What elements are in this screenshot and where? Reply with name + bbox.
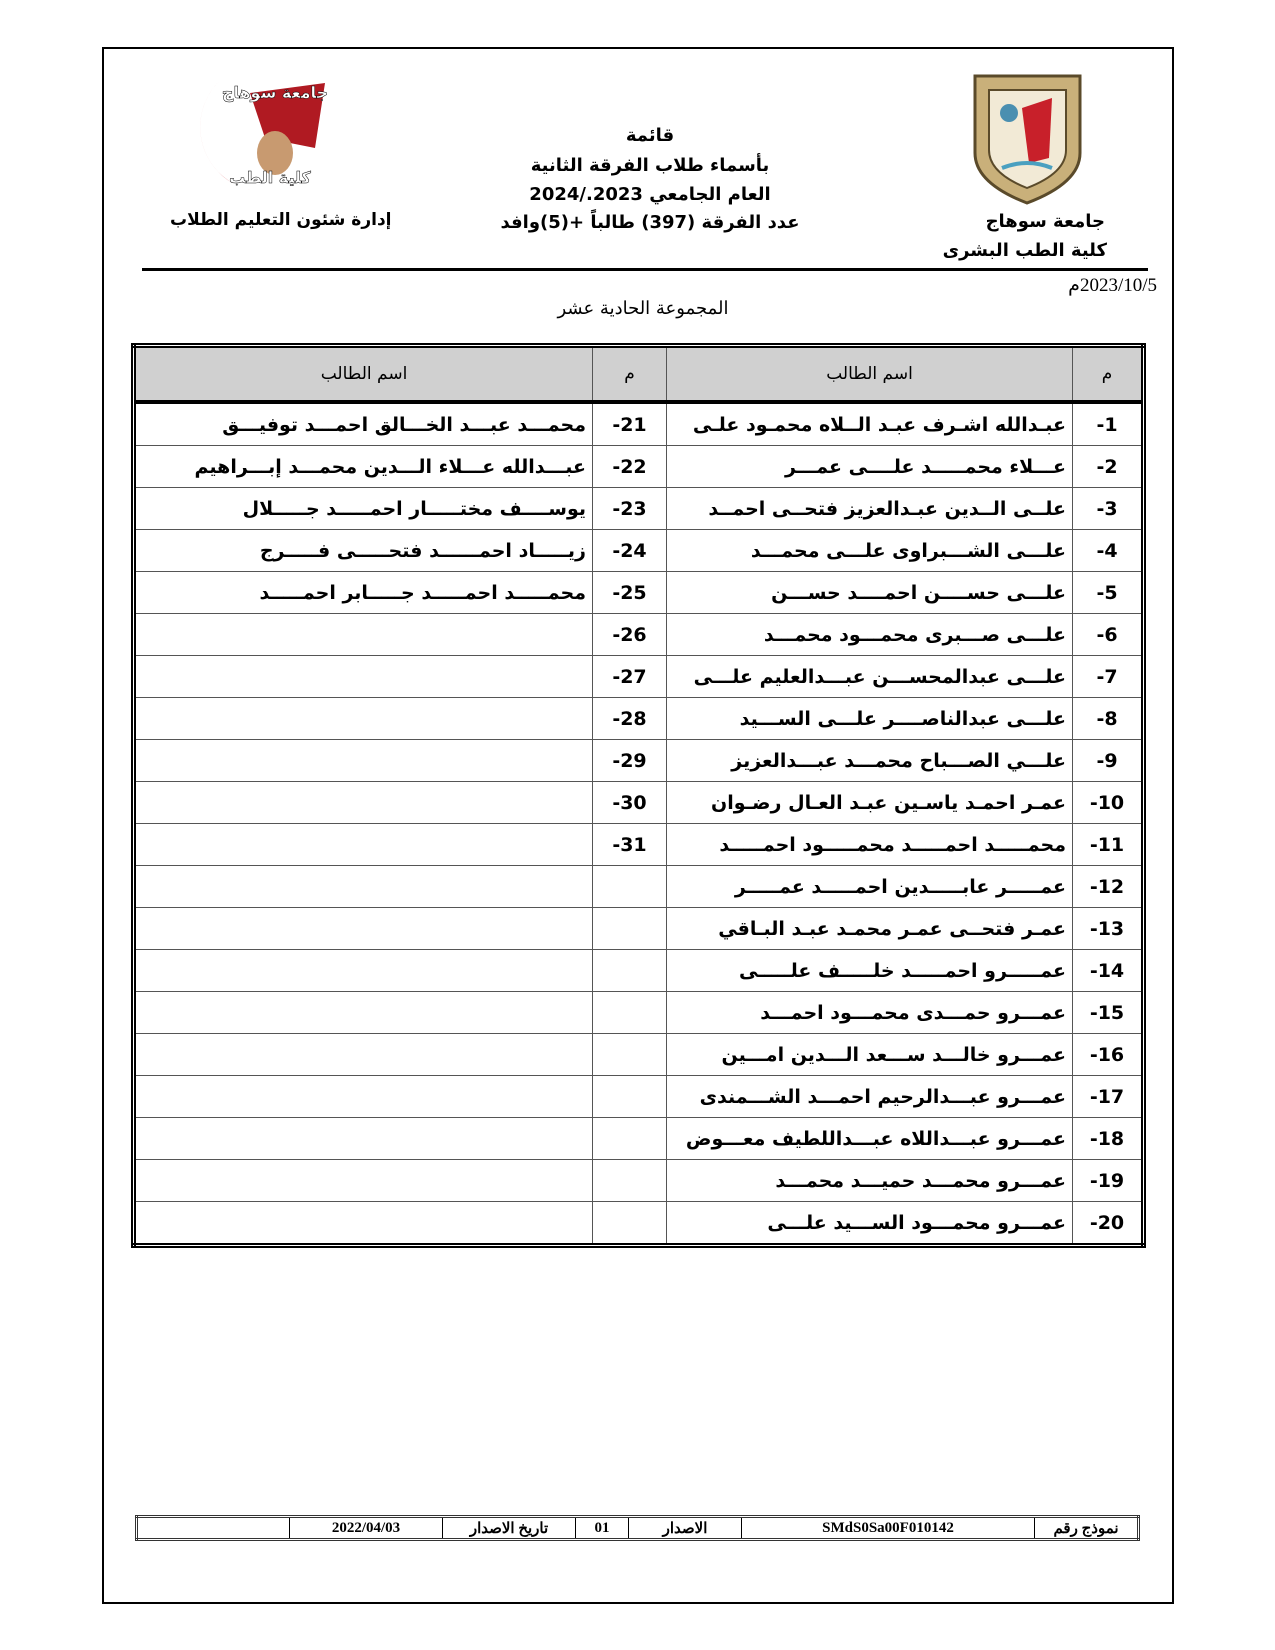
student-number (593, 1160, 667, 1202)
student-number: -7 (1073, 656, 1144, 698)
col-header-num: م (1073, 346, 1144, 403)
student-number: -1 (1073, 402, 1144, 446)
student-number: -21 (593, 402, 667, 446)
doc-title: قائمة (625, 125, 675, 146)
table-row (134, 614, 1144, 656)
department-name: إدارة شئون التعليم الطلاب (170, 210, 392, 230)
student-number: -30 (593, 782, 667, 824)
table-row (134, 1076, 1144, 1118)
table-row (134, 950, 1144, 992)
student-number: -27 (593, 656, 667, 698)
student-number (593, 992, 667, 1034)
student-number (593, 908, 667, 950)
student-name (134, 992, 593, 1034)
issue-date-label: تاريخ الاصدار (443, 1517, 576, 1540)
header-divider (142, 268, 1148, 271)
table-row (134, 572, 1144, 614)
faculty-name: كلية الطب البشرى (942, 240, 1107, 261)
table-row (134, 656, 1144, 698)
table-row (134, 824, 1144, 866)
student-number: -29 (593, 740, 667, 782)
student-name: زيـــــاد احمــــــد فتحـــــى فـــــرج (134, 530, 593, 572)
student-number: -12 (1073, 866, 1144, 908)
university-seal-logo (967, 68, 1088, 205)
version-value: 01 (576, 1517, 629, 1540)
table-header-row (134, 346, 1144, 403)
footer-blank (137, 1517, 290, 1540)
student-name: محمـــد عبـــد الخـــالق احمـــد توفيـــق (134, 402, 593, 446)
table-row (134, 1202, 1144, 1246)
student-name: عبـدالله اشـرف عبـد الــلاه محمـود علـى (667, 402, 1073, 446)
student-number: -15 (1073, 992, 1144, 1034)
student-name: عمـــرو محمـــد حميـــد محمـــد (667, 1160, 1073, 1202)
student-number (593, 1118, 667, 1160)
student-name: عمـــرو حمـــدى محمـــود احمـــد (667, 992, 1073, 1034)
student-name: علـــى حســــن احمــــد حســـن (667, 572, 1073, 614)
student-name: محمـــــد احمـــــد جـــــابر احمـــــد (134, 572, 593, 614)
student-name: عمـــــر عابـــــدين احمـــــد عمـــــر (667, 866, 1073, 908)
academic-year: العام الجامعي 2023./2024 (529, 184, 771, 205)
student-number: -4 (1073, 530, 1144, 572)
student-name (134, 1118, 593, 1160)
student-name: عمـــرو خالـــد ســـعد الـــدين امـــين (667, 1034, 1073, 1076)
student-number: -2 (1073, 446, 1144, 488)
student-name: علـــى عبدالناصــــر علـــى الســـيد (667, 698, 1073, 740)
students-table (131, 343, 1146, 1248)
issue-date: 2023/10/5م (1068, 275, 1157, 296)
student-number: -11 (1073, 824, 1144, 866)
col-header-name: اسم الطالب (667, 346, 1073, 403)
student-name (134, 866, 593, 908)
student-number: -5 (1073, 572, 1144, 614)
student-name: عمـر احمـد ياسـين عبـد العـال رضـوان (667, 782, 1073, 824)
table-row (134, 866, 1144, 908)
table-row (134, 1160, 1144, 1202)
university-name: جامعة سوهاج (985, 211, 1105, 232)
student-name (134, 824, 593, 866)
student-name (134, 950, 593, 992)
student-number: -14 (1073, 950, 1144, 992)
table-row (134, 992, 1144, 1034)
student-number: -20 (1073, 1202, 1144, 1246)
col-header-name: اسم الطالب (134, 346, 593, 403)
student-name (134, 1160, 593, 1202)
student-name: عمـــرو عبـــدالرحيم احمـــد الشـــمندى (667, 1076, 1073, 1118)
table-row (134, 1034, 1144, 1076)
group-title: المجموعة الحادية عشر (557, 298, 729, 319)
svg-text:كلية الطب: كلية الطب (229, 168, 311, 187)
svg-text:جامعة سوهاج: جامعة سوهاج (221, 83, 329, 102)
student-number: -18 (1073, 1118, 1144, 1160)
table-row (134, 1118, 1144, 1160)
faculty-logo (155, 68, 337, 190)
form-number-label: نموذج رقم (1035, 1517, 1139, 1540)
student-number (593, 950, 667, 992)
student-number: -16 (1073, 1034, 1144, 1076)
student-name: عمـــرو عبـــداللاه عبـــداللطيف معـــوض (667, 1118, 1073, 1160)
student-number: -23 (593, 488, 667, 530)
form-footer (135, 1515, 1140, 1541)
student-number: -31 (593, 824, 667, 866)
student-number: -9 (1073, 740, 1144, 782)
table-row (134, 740, 1144, 782)
table-row (134, 488, 1144, 530)
student-name (134, 1034, 593, 1076)
version-label: الاصدار (629, 1517, 742, 1540)
student-name: علـــى صـــبرى محمـــود محمـــد (667, 614, 1073, 656)
student-name: عمـــــرو احمـــــد خلـــــف علـــــى (667, 950, 1073, 992)
student-number: -13 (1073, 908, 1144, 950)
student-name (134, 908, 593, 950)
student-name (134, 782, 593, 824)
table-row (134, 782, 1144, 824)
student-name: علـــى عبدالمحســـن عبـــدالعليم علـــى (667, 656, 1073, 698)
student-number: -22 (593, 446, 667, 488)
student-name: عمـر فتحــى عمـر محمـد عبـد البـاقي (667, 908, 1073, 950)
student-name (134, 1202, 593, 1246)
student-number: -10 (1073, 782, 1144, 824)
table-row (134, 446, 1144, 488)
student-number: -26 (593, 614, 667, 656)
student-name: يوســــف مختـــــار احمـــــد جـــــلال (134, 488, 593, 530)
student-number: -8 (1073, 698, 1144, 740)
student-name: عمـــرو محمـــود الســـيد علـــى (667, 1202, 1073, 1246)
student-number: -17 (1073, 1076, 1144, 1118)
student-number (593, 866, 667, 908)
student-number: -25 (593, 572, 667, 614)
student-name: علـــي الصـــباح محمـــد عبـــدالعزيز (667, 740, 1073, 782)
student-name (134, 614, 593, 656)
doc-subtitle: بأسماء طلاب الفرقة الثانية (530, 155, 770, 176)
student-number: -6 (1073, 614, 1144, 656)
student-name (134, 698, 593, 740)
form-number-value: SMdS0Sa00F010142 (742, 1517, 1035, 1540)
student-number: -3 (1073, 488, 1144, 530)
student-number: -28 (593, 698, 667, 740)
student-name: محمـــــد احمـــــد محمـــــود احمـــــد (667, 824, 1073, 866)
student-name (134, 740, 593, 782)
student-number (593, 1076, 667, 1118)
table-row (134, 908, 1144, 950)
student-number (593, 1202, 667, 1246)
table-row (134, 402, 1144, 446)
table-row (134, 530, 1144, 572)
student-name: علــى الــدين عبـدالعزيز فتحــى احمــد (667, 488, 1073, 530)
student-name (134, 1076, 593, 1118)
table-row (134, 698, 1144, 740)
student-number (593, 1034, 667, 1076)
student-name: علـــى الشـــبراوى علـــى محمـــد (667, 530, 1073, 572)
student-number: -24 (593, 530, 667, 572)
student-name: عـــلاء محمـــــد علــــى عمـــر (667, 446, 1073, 488)
issue-date-value: 2022/04/03 (290, 1517, 443, 1540)
col-header-num: م (593, 346, 667, 403)
student-name (134, 656, 593, 698)
class-count: عدد الفرقة (397) طالباً +(5)وافد (500, 212, 800, 233)
student-number: -19 (1073, 1160, 1144, 1202)
student-name: عبـــدالله عـــلاء الـــدين محمـــد إبـــراهيم (134, 446, 593, 488)
